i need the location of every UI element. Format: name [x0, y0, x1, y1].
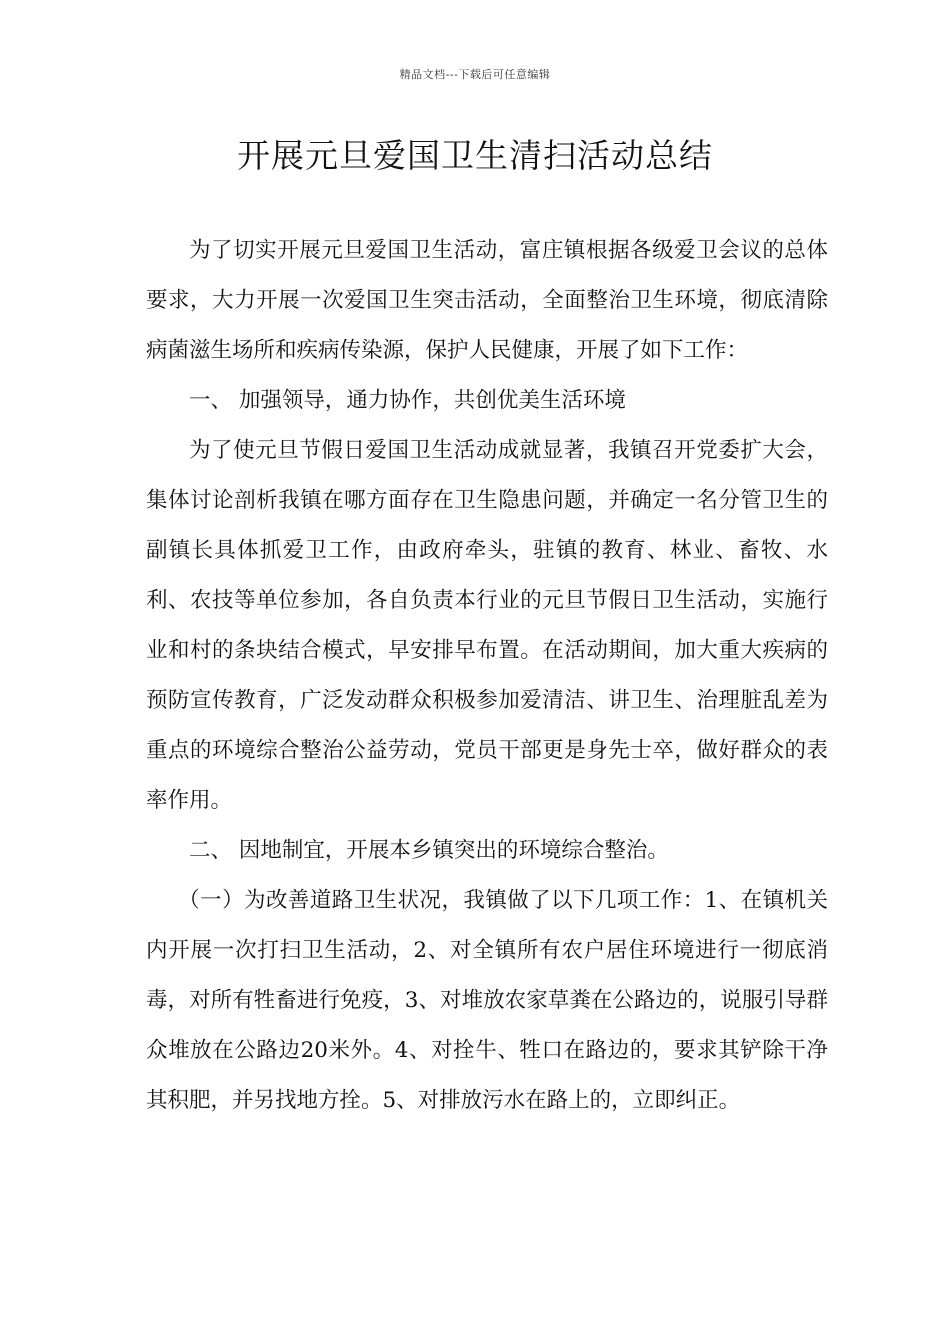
section-2-heading: 二、 因地制宜，开展本乡镇突出的环境综合整治。 — [189, 838, 669, 863]
header-note: 精品文档---下载后可任意编辑 — [399, 68, 551, 81]
section-1-paragraph: 为了使元旦节假日爱国卫生活动成就显著，我镇召开党委扩大会，集体讨论剖析我镇在哪方面存在卫生隐患问题，并确定一名分管卫生的副镇长具体抓爱卫工作，由政府牵头，驻镇的教育、林业、畜牧、水利、农技等单位参加，各自负责本行业的元旦节假日卫生活动，实施行业和村的条块结合模式，早安排早布置。在活动期间，加大重大疾病的预防宣传教育，广泛发动群众积极参加爱清洁、讲卫生、治理脏乱差为重点的环境综合整治公益劳动，党员干部更是身先士卒，做好群众的表率作用。 — [146, 438, 828, 813]
intro-paragraph: 为了切实开展元旦爱国卫生活动，富庄镇根据各级爱卫会议的总体要求，大力开展一次爱国卫生突击活动，全面整治卫生环境，彻底清除病菌滋生场所和疾病传染源，保护人民健康，开展了如下工作： — [146, 238, 828, 363]
document-body — [146, 226, 828, 1126]
section-1-heading: 一、 加强领导，通力协作，共创优美生活环境 — [189, 388, 626, 413]
section-2-subsection-1: （一）为改善道路卫生状况，我镇做了以下几项工作：1、在镇机关内开展一次打扫卫生活动，2、对全镇所有农户居住环境进行一彻底消毒，对所有牲畜进行免疫，3、对堆放农家草粪在公路边的，说服引导群众堆放在公路边20米外。4、对拴牛、牲口在路边的，要求其铲除干净其积肥，并另找地方拴。5、对排放污水在路上的，立即纠正。 — [146, 888, 828, 1113]
document-title: 开展元旦爱国卫生清扫活动总结 — [237, 136, 713, 175]
